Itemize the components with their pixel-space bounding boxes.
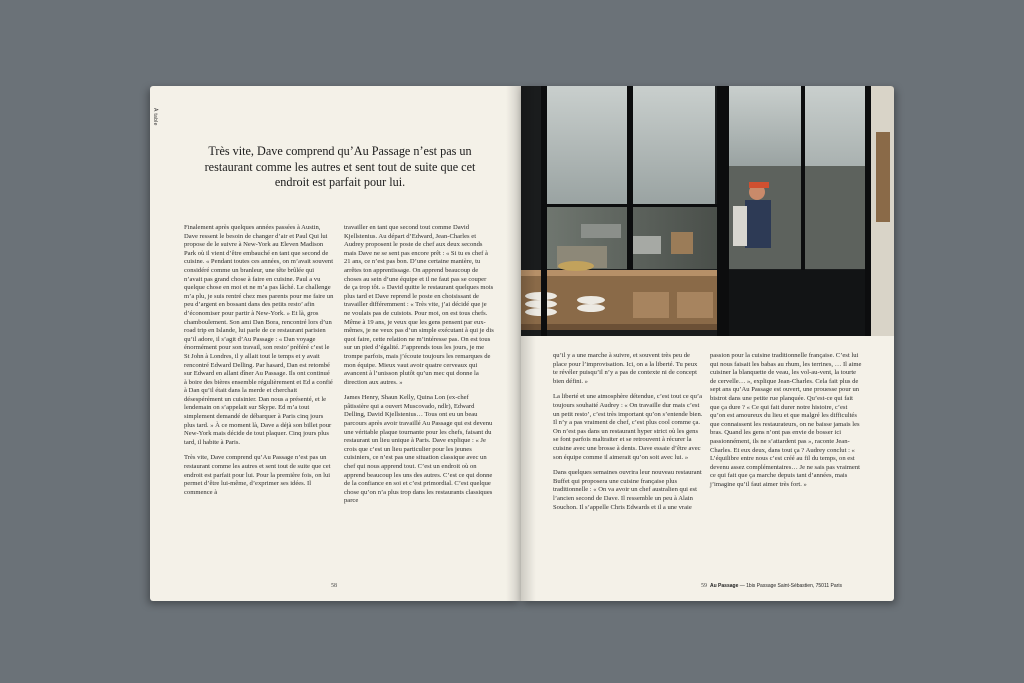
running-head: À table: [152, 108, 158, 126]
restaurant-name: Au Passage: [710, 583, 739, 589]
restaurant-address: — 1bis Passage Saint-Sébastien, 75011 Paris: [738, 583, 842, 589]
right-column-1: [553, 352, 703, 519]
paragraph: Dans quelques semaines ouvrira leur nouveau restaurant Buffet qui proposera une cuisine française plus traditionnelle : « On va avoir un chef australien qui est l’ancien second de Dave. Il ressemble un peu à Alain Souchon. Il s’appelle Chris Edwards et il a une vraie: [553, 469, 702, 511]
kitchen-photo: [521, 86, 894, 336]
kitchen-photo-image: [521, 86, 894, 336]
intro-quote: Très vite, Dave comprend qu’Au Passage n’est pas un restaurant comme les autres et sent tout de suite que cet endroit est parfait pour lui.: [204, 144, 476, 189]
right-page: [521, 86, 894, 601]
paragraph: qu’il y a une marche à suivre, et souvent très peu de place pour l’improvisation. Ici, on a la liberté. Tu peux te révéler puisqu’il n’y a pas de contexte ni de concept bien défini. »: [553, 352, 698, 385]
paragraph: La liberté et une atmosphère détendue, c’est tout ce qu’a toujours souhaité Audrey : « On travaille dur mais c’est un petit resto’, c’est très important qu’on s’entende bien. Il n’y a pas vraiment de chef, c’est plus cool comme ça. On n’est pas dans un restaurant hyper strict où les gens se font parfois maltraiter et se retrouvent à récurer la cuisine avec une brosse à dents. Dave essaie d’être avec son équipe comme il aimerait qu’on soit avec lui. »: [553, 393, 703, 461]
page-number: 58: [331, 583, 337, 589]
left-column-1: [184, 224, 334, 504]
paragraph: travailler en tant que second tout comme David Kjellstenius. Au départ d’Edward, Jean-Charles et Audrey proposent le poste de chef aux deux seconds mais Dave ne se sent pas encore prêt : « Si tu es chef à 21 ans, ce n’est pas bon. D’une certaine manière, tu arrêtes ton apprentissage. On apprend beaucoup de choses au sein d’une équipe et il ne faut pas se couper de ça trop tôt. » David quitte le restaurant quelques mois plus tard et Dave reprend le poste en choisissant de travailler différemment : « Très vite, j’ai décidé que je ne voulais pas de cuistots. Pour moi, on est tous chefs. Même à 19 ans, je veux que les gens pensent par eux-mêmes, je ne veux pas d’un simple exécutant à qui je dis quoi faire, cette relation ne m’intéresse pas. On est tous sur un pied d’égalité. J’apprends tous les jours, je me trompe parfois, mais j’écoute toujours les remarques de mon équipe. Mieux vaut avoir quatre cerveaux qui avancent à l’unisson plutôt qu’un mec qui donne la direction aux autres. »: [344, 224, 494, 386]
right-column-2: [710, 352, 862, 497]
paragraph: James Henry, Shaun Kelly, Quina Lon (ex-chef pâtissière qui a ouvert Muscovado, ndlr), Edward Delling, David Kjellstenius… Tous ont eu un beau parcours après avoir travaillé Au Passage qui est devenu une véritable plaque tournante pour les chefs, faisant du restaurant un lieu unique à Paris. Dave explique : « Je crois que c’est un lieu particulier pour les jeunes cuisiniers, ce n’est pas une situation classique avec un chef qui nous apprend tout. C’est un endroit où on apprend beaucoup les uns des autres. C’est ce qui donne de la confiance en soi et c’est primordial. C’est quelque chose qu’on n’a plus trop dans les restaurants classiques parce: [344, 394, 493, 505]
address-credit: [710, 583, 842, 589]
magazine-spread: [150, 86, 894, 601]
left-column-2: [344, 224, 494, 513]
left-page: [150, 86, 521, 601]
paragraph: Très vite, Dave comprend qu’Au Passage n’est pas un restaurant comme les autres et sent tout de suite que cet endroit est parfait pour lui. Pour la première fois, on lui permet d’être lui-même, d’exprimer ses idées. Il commence à: [184, 454, 331, 496]
page-number: 59: [701, 583, 707, 589]
paragraph: passion pour la cuisine traditionnelle française. C’est lui qui nous faisait les babas au rhum, les terrines, … Il aime cuisiner la blanquette de veau, les vol-au-vent, la tourte de cervelle… », explique Jean-Charles. Cela fait plus de sept ans qu’Au Passage est ouvert, une prouesse pour un bistrot dans une petite rue planquée. Qu’est-ce qui fait que ça dure ? « Ce qui fait durer notre histoire, c’est qu’on est amoureux du lieu et que malgré les difficultés que connaissent les restaurateurs, on ne baisse jamais les bras. Quand les gens n’ont pas envie de bosser ici passionnément, ils ne s’attardent pas », raconte Jean-Charles. Et eux deux, dans tout ça ? Audrey conclut : « L’équilibre entre nous c’est créé au fil du temps, on est devenu assez complémentaires… Je ne sais pas vraiment ce qui fait que ça marche depuis tant d’années, mais j’imagine qu’il faut aimer très fort. »: [710, 352, 862, 488]
paragraph: Finalement après quelques années passées à Austin, Dave ressent le besoin de changer d’air et Paul Qui lui propose de le suivre à New-York au Eleven Madison Park où il vient d’être embauché en tant que second de cuisine. « Pendant toutes ces années, on m’avait souvent considéré comme un branleur, une tête brûlée qui n’avait pas grand chose à faire en cuisine. Paul a vu quelque chose en moi et ne m’a pas lâché. Le challenge m’a plu, je suis rentré chez mes parents pour me faire un peu d’argent en bossant dans des petits resto’ afin d’économiser pour partir à New-York. » Et là, gros chamboulement. Son ami Dan Bora, rencontré lors d’un road trip en Islande, lui parle de ce restaurant parisien qu’il adore, il s’agit d’Au Passage : « Dan voyage énormément pour son travail, son resto’ préféré c’est le St John à Londres, il y allait tout le temps et y avait rencontré Edward Delling. Par hasard, Dan est retombé sur Edward en allant dîner Au Passage. Ils ont continué à boire des bières ensemble régulièrement et Ed a confié à Dan qu’il était dans la merde et cherchait désespérément un cuisinier. Dan nous a présenté, et le lendemain on s’appelait sur Skype. Ed m’a tout simplement demandé de débarquer à Paris cinq jours plus tard. » À ce moment là, Dave a déjà son billet pour New-York mais décide de tout plaquer. Cinq jours plus tard, il habite à Paris.: [184, 224, 334, 446]
